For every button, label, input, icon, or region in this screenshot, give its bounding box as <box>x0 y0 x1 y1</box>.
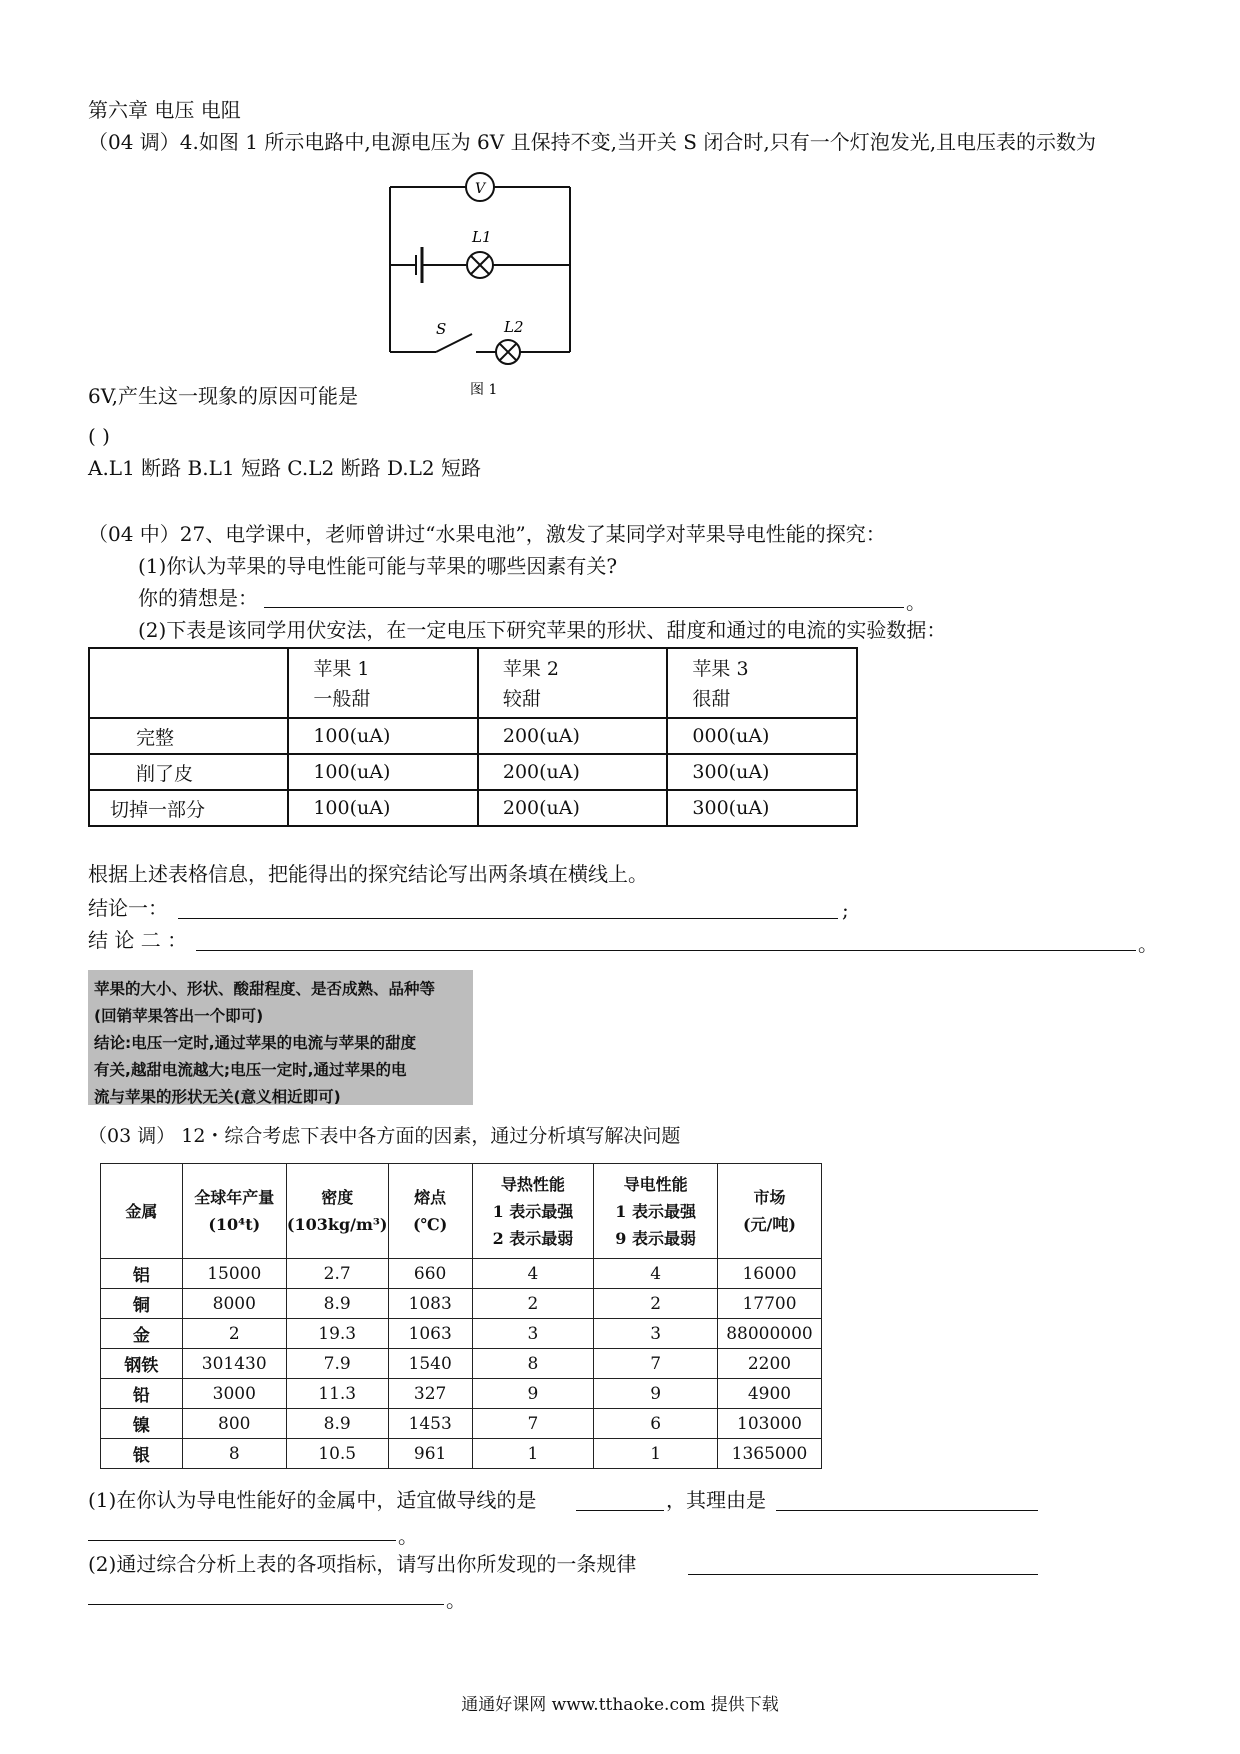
table-cell: 1 <box>594 1439 718 1469</box>
answer-line: 苹果的大小、形状、酸甜程度、是否成熟、品种等 <box>94 980 436 998</box>
q3-sub1-b: ，其理由是 <box>666 1488 766 1512</box>
metal-name: 铅 <box>101 1379 183 1409</box>
q3-intro: （03 调） 12・综合考虑下表中各方面的因素，通过分析填写解决问题 <box>88 1125 681 1147</box>
table-row <box>89 718 857 754</box>
metal-name: 银 <box>101 1439 183 1469</box>
table-row <box>101 1289 822 1319</box>
table-row <box>89 790 857 826</box>
table-cell: 4900 <box>717 1379 821 1409</box>
table-cell: 1540 <box>388 1349 472 1379</box>
table-row <box>101 1319 822 1349</box>
header-electrical-conductivity: 导电性能 1 表示最强 9 表示最弱 <box>594 1164 718 1259</box>
q3-sub2-end: 。 <box>446 1588 466 1612</box>
header-production: 全球年产量 (10⁴t) <box>182 1164 286 1259</box>
answer-key-box <box>88 970 473 1105</box>
answer-line: 结论:电压一定时,通过苹果的电流与苹果的甜度 <box>94 1034 417 1052</box>
reason-answer-line[interactable] <box>776 1510 1038 1511</box>
page-footer: 通通好课网 www.tthaoke.com 提供下载 <box>461 1695 779 1715</box>
header-apple-1: 苹果 1 一般甜 <box>288 648 478 718</box>
table-cell: 7.9 <box>286 1349 388 1379</box>
rule-answer-line[interactable] <box>688 1574 1038 1575</box>
table-cell: 327 <box>388 1379 472 1409</box>
conclusion2-label: 结 论 二 ： <box>88 928 188 952</box>
table-cell: 17700 <box>717 1289 821 1319</box>
table-row <box>101 1439 822 1469</box>
header-density: 密度 (103kg/m³) <box>286 1164 388 1259</box>
metal-name: 铝 <box>101 1259 183 1289</box>
conclusion1-end: ; <box>842 898 849 922</box>
q2-sub1: (1)你认为苹果的导电性能可能与苹果的哪些因素有关? <box>138 554 618 578</box>
lamp1-label: L1 <box>472 228 492 246</box>
table-header-row <box>89 648 857 718</box>
table-cell: 88000000 <box>717 1319 821 1349</box>
table-cell: 2.7 <box>286 1259 388 1289</box>
table-cell: 200(uA) <box>478 754 668 790</box>
figure-caption: 图 1 <box>470 382 498 398</box>
answer-line: 流与苹果的形状无关(意义相近即可) <box>94 1088 341 1106</box>
header-melting-point: 熔点 (℃) <box>388 1164 472 1259</box>
header-thermal-conductivity: 导热性能 1 表示最强 2 表示最弱 <box>472 1164 594 1259</box>
table-row <box>101 1409 822 1439</box>
table-cell: 200(uA) <box>478 790 668 826</box>
row-label: 切掉一部分 <box>89 790 288 826</box>
table-cell: 4 <box>594 1259 718 1289</box>
table-row <box>101 1379 822 1409</box>
voltmeter-label: V <box>474 181 486 197</box>
q1-choices: A.L1 断路 B.L1 短路 C.L2 断路 D.L2 短路 <box>88 456 482 480</box>
table-row <box>101 1259 822 1289</box>
answer-line: (回销苹果答出一个即可) <box>94 1007 264 1025</box>
table-row <box>101 1349 822 1379</box>
table-cell: 1083 <box>388 1289 472 1319</box>
table-header-row <box>101 1164 822 1259</box>
circuit-figure <box>380 162 600 402</box>
row-label: 削了皮 <box>89 754 288 790</box>
answer-line: 有关,越甜电流越大;电压一定时,通过苹果的电 <box>94 1061 407 1079</box>
table-cell: 000(uA) <box>667 718 857 754</box>
q3-sub1-end: 。 <box>398 1524 418 1548</box>
metal-name: 钢铁 <box>101 1349 183 1379</box>
conclusion1-answer-line[interactable] <box>178 918 838 919</box>
header-market-price: 市场 (元/吨) <box>717 1164 821 1259</box>
lamp2-label: L2 <box>504 318 524 336</box>
table-cell: 100(uA) <box>288 718 478 754</box>
row-label: 完整 <box>89 718 288 754</box>
q3-sub2: (2)通过综合分析上表的各项指标，请写出你所发现的一条规律 <box>88 1552 637 1576</box>
header-apple-2: 苹果 2 较甜 <box>478 648 668 718</box>
metal-properties-table <box>100 1163 822 1469</box>
table-cell: 9 <box>594 1379 718 1409</box>
rule-answer-line-2[interactable] <box>88 1604 444 1605</box>
table-cell: 200(uA) <box>478 718 668 754</box>
table-cell: 1365000 <box>717 1439 821 1469</box>
table-corner-cell <box>89 648 288 718</box>
q1-answer-paren: ( ) <box>88 424 110 448</box>
table-cell: 300(uA) <box>667 754 857 790</box>
table-cell: 2 <box>182 1319 286 1349</box>
chapter-title: 第六章 电压 电阻 <box>88 98 241 122</box>
conclusion2-answer-line[interactable] <box>196 950 1136 951</box>
wire-metal-answer-line[interactable] <box>576 1510 664 1511</box>
table-cell: 19.3 <box>286 1319 388 1349</box>
table-cell: 4 <box>472 1259 594 1289</box>
table-cell: 1 <box>472 1439 594 1469</box>
table-cell: 300(uA) <box>667 790 857 826</box>
metal-name: 铜 <box>101 1289 183 1319</box>
header-metal: 金属 <box>101 1164 183 1259</box>
table-cell: 8000 <box>182 1289 286 1319</box>
table-cell: 7 <box>594 1349 718 1379</box>
q1-line1: （04 调）4.如图 1 所示电路中,电源电压为 6V 且保持不变,当开关 S 闭合时,只有一个灯泡发光,且电压表的示数为 <box>88 130 1097 154</box>
table-cell: 3 <box>594 1319 718 1349</box>
table-cell: 3 <box>472 1319 594 1349</box>
table-cell: 11.3 <box>286 1379 388 1409</box>
table-cell: 2200 <box>717 1349 821 1379</box>
table-cell: 100(uA) <box>288 754 478 790</box>
table-cell: 8 <box>182 1439 286 1469</box>
table-cell: 800 <box>182 1409 286 1439</box>
table-cell: 2 <box>594 1289 718 1319</box>
table-cell: 10.5 <box>286 1439 388 1469</box>
table-cell: 16000 <box>717 1259 821 1289</box>
table-cell: 8.9 <box>286 1289 388 1319</box>
table-cell: 100(uA) <box>288 790 478 826</box>
table-cell: 9 <box>472 1379 594 1409</box>
metal-name: 金 <box>101 1319 183 1349</box>
q2-instruction: 根据上述表格信息，把能得出的探究结论写出两条填在横线上。 <box>88 862 648 886</box>
table-cell: 15000 <box>182 1259 286 1289</box>
table-row <box>89 754 857 790</box>
q2-guess-label: 你的猜想是： <box>138 586 258 610</box>
table-cell: 301430 <box>182 1349 286 1379</box>
q3-sub1-a: (1)在你认为导电性能好的金属中，适宜做导线的是 <box>88 1488 537 1512</box>
guess-answer-line[interactable] <box>264 607 904 608</box>
table-cell: 660 <box>388 1259 472 1289</box>
conclusion2-end: 。 <box>1138 932 1158 956</box>
table-cell: 7 <box>472 1409 594 1439</box>
table-cell: 961 <box>388 1439 472 1469</box>
table-cell: 8.9 <box>286 1409 388 1439</box>
table-cell: 2 <box>472 1289 594 1319</box>
reason-answer-line-2[interactable] <box>88 1540 396 1541</box>
conclusion1-label: 结论一： <box>88 896 168 920</box>
apple-data-table <box>88 647 858 827</box>
header-apple-3: 苹果 3 很甜 <box>667 648 857 718</box>
q2-sub2: (2)下表是该同学用伏安法，在一定电压下研究苹果的形状、甜度和通过的电流的实验数据： <box>138 618 947 642</box>
table-cell: 3000 <box>182 1379 286 1409</box>
table-cell: 6 <box>594 1409 718 1439</box>
q2-intro: （04 中）27、电学课中，老师曾讲过“水果电池”，激发了某同学对苹果导电性能的探究： <box>88 522 886 546</box>
table-cell: 1453 <box>388 1409 472 1439</box>
metal-name: 镍 <box>101 1409 183 1439</box>
table-cell: 1063 <box>388 1319 472 1349</box>
q2-guess-end: 。 <box>906 590 926 614</box>
table-cell: 103000 <box>717 1409 821 1439</box>
table-cell: 8 <box>472 1349 594 1379</box>
switch-label: S <box>436 320 447 338</box>
q1-line2: 6V,产生这一现象的原因可能是 <box>88 384 359 408</box>
